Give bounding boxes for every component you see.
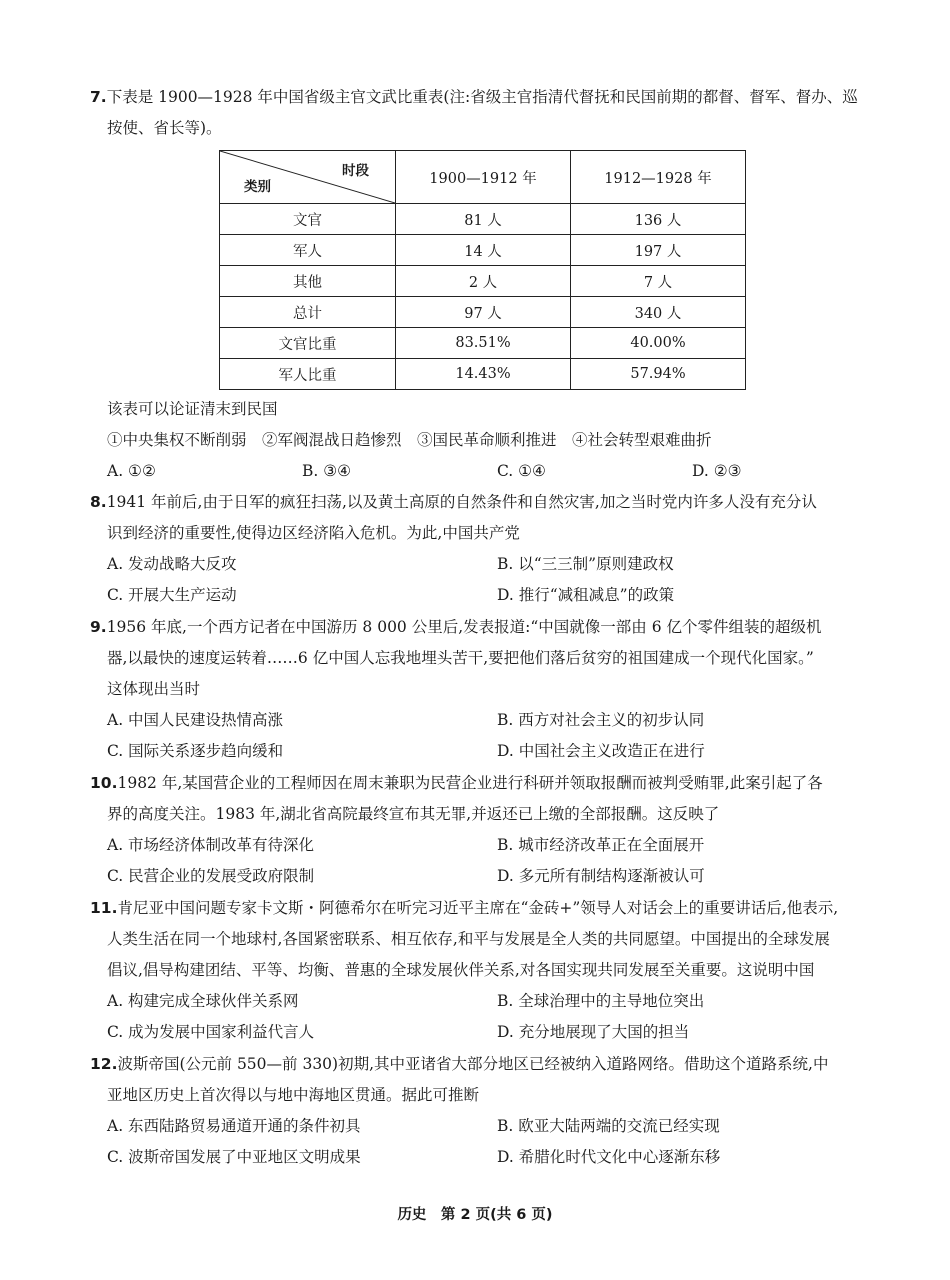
- question-8: [90, 487, 870, 611]
- option-b[interactable]: B. 以“三三制”原则建政权: [497, 555, 674, 573]
- option-d[interactable]: D. 多元所有制结构逐渐被认可: [497, 867, 705, 885]
- option-d[interactable]: D. 充分地展现了大国的担当: [497, 1023, 690, 1041]
- table-cell: 57.94%: [571, 359, 746, 390]
- option-row: [90, 861, 870, 892]
- option-d[interactable]: D. ②③: [692, 462, 742, 480]
- table-row: [220, 359, 746, 390]
- question-text: 波斯帝国(公元前 550—前 330)初期,其中亚诸省大部分地区已经被纳入道路网络。借助这个道路系统,中: [117, 1055, 829, 1073]
- table-cell: 40.00%: [571, 328, 746, 359]
- table-row: [220, 204, 746, 235]
- row-label: 文官: [220, 204, 396, 235]
- option-row: [90, 705, 870, 736]
- option-c[interactable]: C. ①④: [497, 462, 546, 480]
- question-7-choices: [90, 394, 870, 487]
- table-cell: 7 人: [571, 266, 746, 297]
- question-12-stem-line-1: [90, 1049, 870, 1080]
- question-8-stem-line-2: 识到经济的重要性,使得边区经济陷入危机。为此,中国共产党: [107, 524, 520, 542]
- table-cell: 197 人: [571, 235, 746, 266]
- option-a[interactable]: A. 市场经济体制改革有待深化: [107, 836, 315, 854]
- option-a[interactable]: A. 东西陆路贸易通道开通的条件初具: [107, 1117, 361, 1135]
- table-row: [220, 297, 746, 328]
- question-11-stem-line-3: 倡议,倡导构建团结、平等、均衡、普惠的全球发展伙伴关系,对各国实现共同发展至关重要。这说明中国: [107, 961, 815, 979]
- option-b[interactable]: B. 全球治理中的主导地位突出: [497, 992, 705, 1010]
- question-7-stem-line-1: [90, 82, 870, 113]
- corner-label-category: 类别: [244, 179, 271, 195]
- question-7: [90, 82, 870, 144]
- question-10-stem-line-2: 界的高度关注。1983 年,湖北省高院最终宣布其无罪,并返还已上缴的全部报酬。这反映了: [107, 805, 720, 823]
- option-a[interactable]: A. 构建完成全球伙伴关系网: [107, 992, 299, 1010]
- row-label: 文官比重: [220, 328, 396, 359]
- option-c[interactable]: C. 国际关系逐步趋向缓和: [107, 742, 284, 760]
- row-label: 军人: [220, 235, 396, 266]
- option-a[interactable]: A. 发动战略大反攻: [107, 555, 237, 573]
- question-8-stem-line-1: [90, 487, 870, 518]
- corner-label-period: 时段: [342, 163, 369, 179]
- option-d[interactable]: D. 希腊化时代文化中心逐渐东移: [497, 1148, 721, 1166]
- option-c[interactable]: C. 成为发展中国家利益代言人: [107, 1023, 315, 1041]
- question-9-stem-line-3: 这体现出当时: [107, 680, 201, 698]
- option-row: [90, 1017, 870, 1048]
- question-7-stem-line-2: 按使、省长等)。: [107, 119, 222, 137]
- statement-items: ①中央集权不断削弱 ②军阀混战日趋惨烈 ③国民革命顺利推进 ④社会转型艰难曲折: [107, 431, 712, 449]
- row-label: 总计: [220, 297, 396, 328]
- data-table: [219, 150, 746, 390]
- row-label: 军人比重: [220, 359, 396, 390]
- table-cell: 97 人: [396, 297, 571, 328]
- question-text: 下表是 1900—1928 年中国省级主官文武比重表(注:省级主官指清代督抚和民国前期的都督、督军、督办、巡: [106, 88, 858, 106]
- question-number: 12.: [90, 1055, 118, 1073]
- question-9-stem-line-1: [90, 612, 870, 643]
- option-d[interactable]: D. 推行“减租减息”的政策: [497, 586, 675, 604]
- page-footer: 历史 第 2 页(共 6 页): [397, 1207, 553, 1223]
- option-b[interactable]: B. 欧亚大陆两端的交流已经实现: [497, 1117, 720, 1135]
- table-cell: 2 人: [396, 266, 571, 297]
- table-cell: 340 人: [571, 297, 746, 328]
- option-row: [90, 986, 870, 1017]
- table-cell: 136 人: [571, 204, 746, 235]
- table-cell: 14.43%: [396, 359, 571, 390]
- option-a[interactable]: A. 中国人民建设热情高涨: [107, 711, 284, 729]
- question-9: [90, 612, 870, 767]
- question-12-stem-line-2: 亚地区历史上首次得以与地中海地区贯通。据此可推断: [107, 1086, 480, 1104]
- question-number: 8.: [90, 493, 107, 511]
- question-text: 1982 年,某国营企业的工程师因在周末兼职为民营企业进行科研并领取报酬而被判受贿罪,此案引起了各: [117, 774, 823, 792]
- option-c[interactable]: C. 民营企业的发展受政府限制: [107, 867, 315, 885]
- table-row: [220, 328, 746, 359]
- option-row: [90, 1142, 870, 1173]
- column-header: 1912—1928 年: [571, 151, 746, 204]
- question-11-stem-line-1: [90, 893, 870, 924]
- option-c[interactable]: C. 开展大生产运动: [107, 586, 237, 604]
- option-b[interactable]: B. ③④: [302, 462, 352, 480]
- question-prompt: 该表可以论证清末到民国: [107, 400, 278, 418]
- option-d[interactable]: D. 中国社会主义改造正在进行: [497, 742, 705, 760]
- table-header-row: [220, 151, 746, 204]
- table-corner-cell: [220, 151, 396, 204]
- question-number: 11.: [90, 899, 118, 917]
- option-a[interactable]: A. ①②: [107, 462, 156, 480]
- option-row: [90, 736, 870, 767]
- column-header: 1900—1912 年: [396, 151, 571, 204]
- question-text: 1941 年前后,由于日军的疯狂扫荡,以及黄土高原的自然条件和自然灾害,加之当时党内许多人没有充分认: [106, 493, 817, 511]
- question-text: 1956 年底,一个西方记者在中国游历 8 000 公里后,发表报道:“中国就像一部由 6 亿个零件组装的超级机: [106, 618, 822, 636]
- table-row: [220, 235, 746, 266]
- option-row: [90, 1111, 870, 1142]
- table-cell: 83.51%: [396, 328, 571, 359]
- question-9-stem-line-2: 器,以最快的速度运转着……6 亿中国人忘我地埋头苦干,要把他们落后贫穷的祖国建成一个现代化国家。”: [107, 649, 814, 667]
- question-text: 肯尼亚中国问题专家卡文斯・阿德希尔在听完习近平主席在“金砖+”领导人对话会上的重要讲话后,他表示,: [117, 899, 839, 917]
- option-row: [90, 580, 870, 611]
- option-row: [90, 549, 870, 580]
- option-b[interactable]: B. 西方对社会主义的初步认同: [497, 711, 705, 729]
- table-cell: 81 人: [396, 204, 571, 235]
- question-11: [90, 893, 870, 1048]
- option-row: [90, 830, 870, 861]
- question-number: 9.: [90, 618, 107, 636]
- question-number: 7.: [90, 88, 107, 106]
- table-row: [220, 266, 746, 297]
- question-number: 10.: [90, 774, 118, 792]
- question-11-stem-line-2: 人类生活在同一个地球村,各国紧密联系、相互依存,和平与发展是全人类的共同愿望。中国提出的全球发展: [107, 930, 830, 948]
- option-row: [90, 456, 870, 487]
- option-c[interactable]: C. 波斯帝国发展了中亚地区文明成果: [107, 1148, 361, 1166]
- question-12: [90, 1049, 870, 1173]
- question-10-stem-line-1: [90, 768, 870, 799]
- question-10: [90, 768, 870, 892]
- row-label: 其他: [220, 266, 396, 297]
- table-cell: 14 人: [396, 235, 571, 266]
- option-b[interactable]: B. 城市经济改革正在全面展开: [497, 836, 705, 854]
